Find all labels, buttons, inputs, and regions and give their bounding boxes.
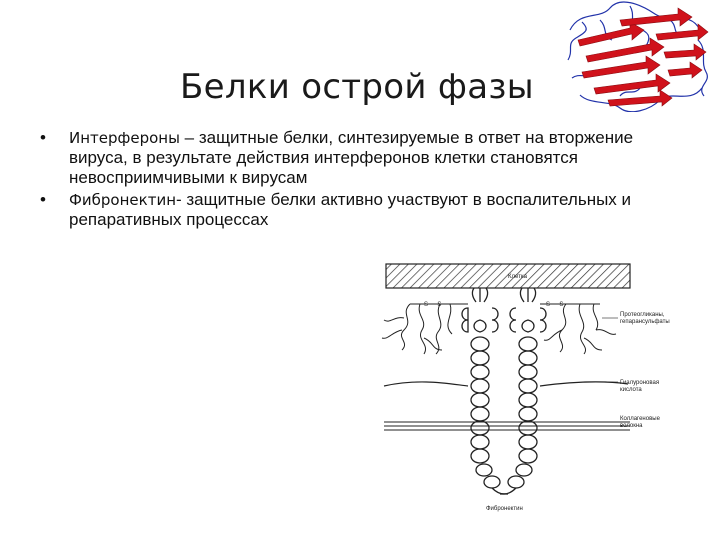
bullet-fibronectin	[40, 190, 690, 230]
right-chain	[519, 337, 537, 463]
bullet-marker: •	[40, 190, 46, 209]
ss-bond-left: S — S	[424, 302, 442, 308]
bullet-text: – защитные белки, синтезируемые в ответ на вторжение вируса, в результате действия интерферонов клетки становятся невосприимчивыми к вирусам	[69, 128, 634, 187]
hyaluronic-label-2: кислота	[620, 387, 642, 393]
bullet-term: Фибронектин	[69, 191, 176, 209]
collagen-fibers	[384, 422, 630, 430]
fibronectin-label: Фибронектин	[486, 506, 523, 512]
slide-title: Белки острой фазы	[180, 66, 534, 107]
collagen-label: Коллагеновые	[620, 416, 660, 422]
left-chain	[471, 337, 489, 463]
bullet-interferons	[40, 128, 690, 188]
fibronectin-diagram	[380, 258, 680, 540]
bullet-text: - защитные белки активно участвуют в воспалительных и репаративных процессах	[69, 190, 632, 229]
ss-bond-right: S — S	[546, 302, 564, 308]
proteoglycans-label-2: гепарансульфаты	[620, 319, 670, 325]
collagen-label-2: волокна	[620, 423, 643, 429]
cell-label: Клетка	[508, 274, 527, 280]
hyaluronic-label: Гиалуроновая	[620, 380, 660, 386]
hyaluronic-acid-line	[384, 382, 628, 386]
bullet-list	[40, 128, 690, 232]
protein-structure-image	[560, 0, 710, 112]
bullet-term: Интерфероны	[69, 129, 180, 147]
proteoglycans-label: Протеогликаны,	[620, 312, 665, 318]
bullet-marker: •	[40, 128, 46, 147]
